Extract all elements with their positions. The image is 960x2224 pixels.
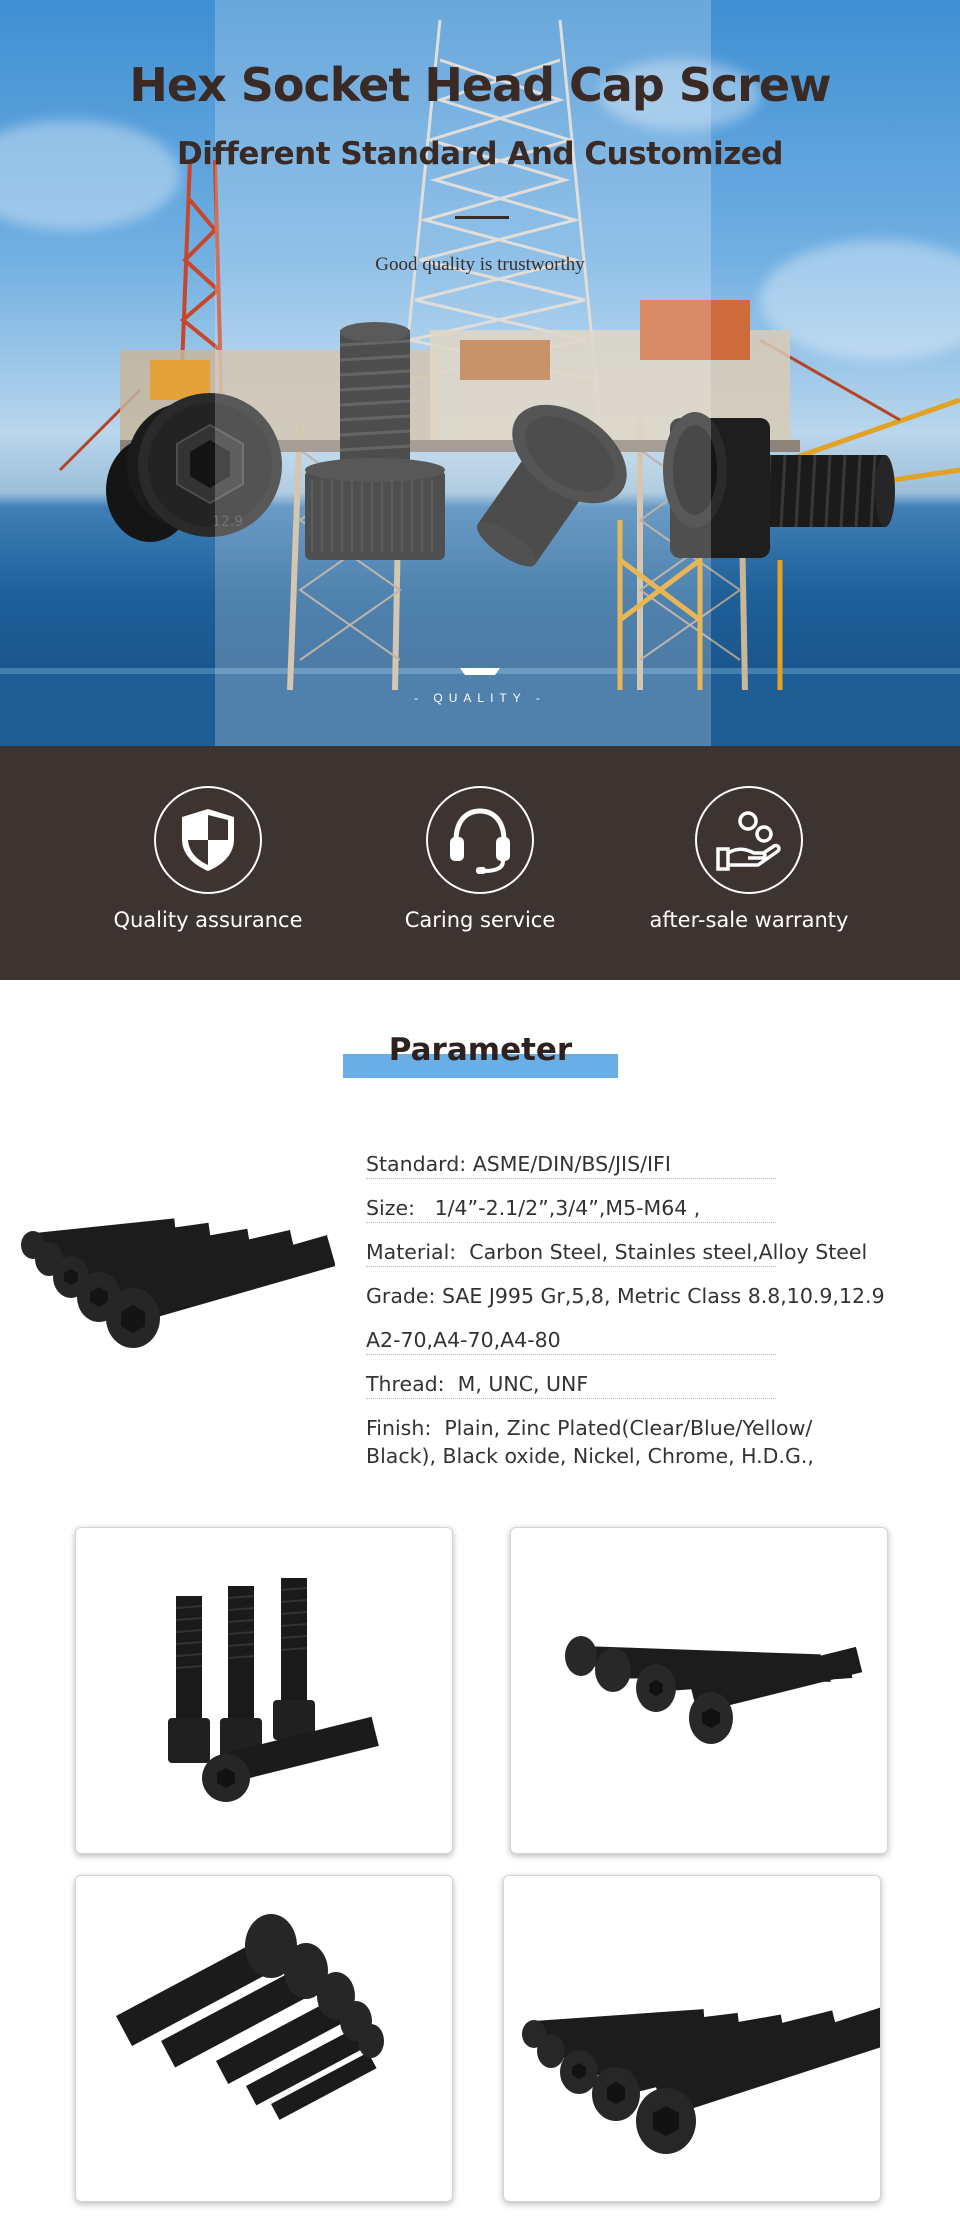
product-photo-3 (75, 1875, 453, 2202)
feature-caring-service (360, 786, 600, 932)
spec-value: ASME/DIN/BS/JIS/IFI (472, 1152, 671, 1176)
spec-value: Carbon Steel, Stainles steel,Alloy Steel (469, 1240, 868, 1264)
product-photo-4 (503, 1875, 881, 2202)
hand-coins-icon (695, 786, 803, 894)
spec-value: 1/4”-2.1/2”,3/4”,M5-M64 , (434, 1196, 701, 1220)
spec-standard (366, 1150, 776, 1179)
hero-banner (0, 0, 960, 746)
feature-label: after-sale warranty (649, 908, 849, 932)
spec-value: A2-70,A4-70,A4-80 (366, 1328, 561, 1352)
features-band (0, 746, 960, 980)
head-marking: 12.9 (212, 514, 244, 530)
spec-value: SAE J995 Gr,5,8, Metric Class 8.8,10.9,12.9 (441, 1284, 885, 1308)
spec-grade (366, 1282, 885, 1310)
spec-label: Material: (366, 1240, 457, 1264)
spec-label: Grade: (366, 1284, 436, 1308)
feature-after-sale-warranty (629, 786, 869, 932)
bolts-row-image (15, 1205, 335, 1360)
spec-finish (366, 1414, 886, 1470)
feature-quality-assurance (88, 786, 328, 932)
product-photo-2 (510, 1527, 888, 1854)
spec-thread (366, 1370, 776, 1399)
spec-label: Finish: (366, 1416, 432, 1440)
spec-value: M, UNC, UNF (457, 1372, 589, 1396)
hero-quality-label: - QUALITY - (414, 691, 546, 705)
hero-title: Hex Socket Head Cap Screw (129, 58, 831, 112)
headset-icon (426, 786, 534, 894)
spec-value: Plain, Zinc Plated(Clear/Blue/Yellow/ Black), Black oxide, Nickel, Chrome, H.D.G., (366, 1416, 814, 1468)
hero-divider (455, 216, 509, 219)
spec-material (366, 1238, 868, 1267)
hero-subtitle: Different Standard And Customized (177, 136, 783, 172)
shield-icon (154, 786, 262, 894)
spec-size (366, 1194, 776, 1223)
feature-label: Caring service (404, 908, 556, 932)
spec-label: Standard: (366, 1152, 467, 1176)
parameter-title: Parameter (388, 1032, 573, 1068)
product-photo-1 (75, 1527, 453, 1854)
feature-label: Quality assurance (113, 908, 303, 932)
spec-grade-stainless (366, 1326, 776, 1355)
spec-label: Thread: (366, 1372, 445, 1396)
hero-tagline: Good quality is trustworthy (375, 254, 585, 275)
spec-label: Size: (366, 1196, 415, 1220)
